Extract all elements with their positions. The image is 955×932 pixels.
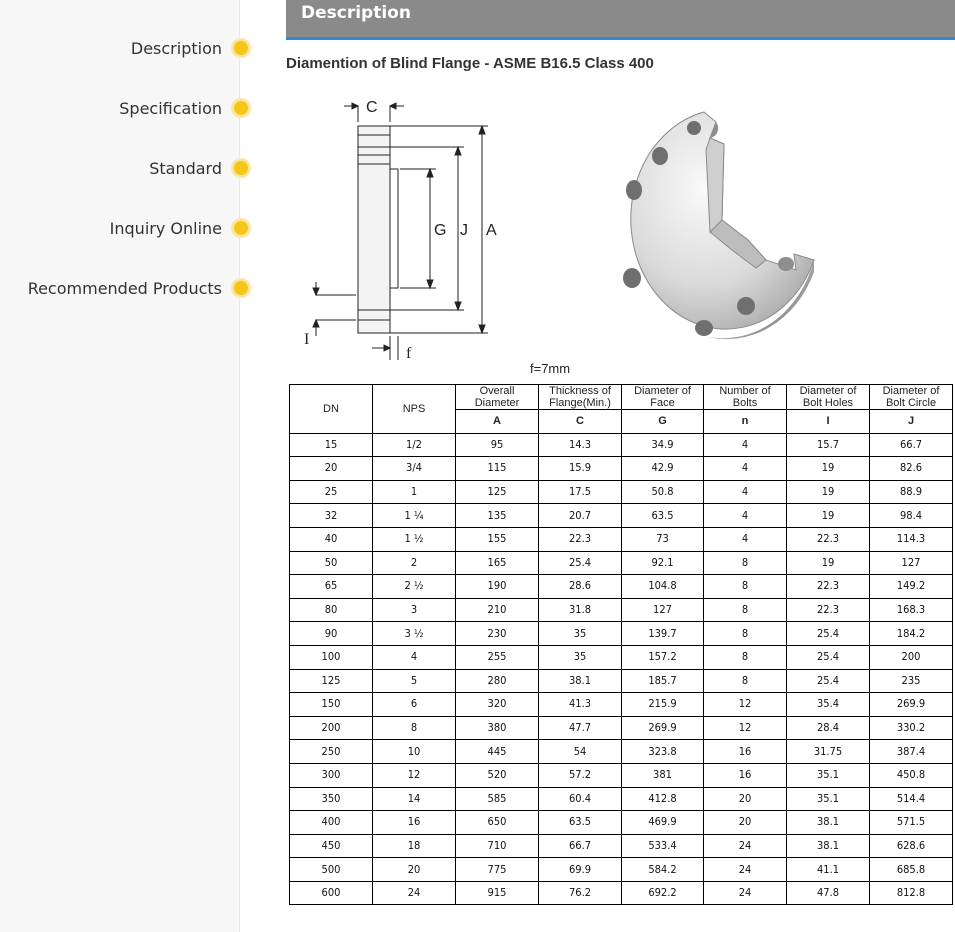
col-code-n: n [704,410,787,434]
table-cell: 165 [456,551,539,575]
table-cell: 31.75 [787,740,870,764]
sidebar-item-standard[interactable] [149,156,248,180]
col-header-bolt-holes [787,385,870,410]
table-cell: 100 [290,645,373,669]
table-cell: 450.8 [870,763,953,787]
table-cell: 50 [290,551,373,575]
table-cell: 22.3 [787,527,870,551]
bullet-dot-icon [234,221,248,235]
table-cell: 28.4 [787,716,870,740]
table-cell: 320 [456,693,539,717]
table-cell: 19 [787,457,870,481]
table-cell: 8 [704,551,787,575]
col-code-c: C [539,410,622,434]
bullet-dot-icon [234,281,248,295]
col-header-line: Diameter of [799,385,857,397]
table-cell: 88.9 [870,480,953,504]
table-row [290,457,953,481]
table-cell: 73 [622,527,704,551]
col-code-a: A [456,410,539,434]
section-title: Description [301,3,411,23]
table-cell: 514.4 [870,787,953,811]
dim-label-g: G [434,222,447,239]
dim-label-c: C [366,99,378,116]
table-cell: 255 [456,645,539,669]
table-cell: 4 [704,504,787,528]
table-cell: 35.4 [787,693,870,717]
table-cell: 269.9 [622,716,704,740]
table-cell: 775 [456,858,539,882]
table-cell: 22.3 [787,575,870,599]
table-cell: 41.3 [539,693,622,717]
table-row [290,787,953,811]
col-header-line: Flange(Min.) [549,397,611,409]
table-cell: 24 [704,858,787,882]
table-cell: 38.1 [539,669,622,693]
col-code-j: J [870,410,953,434]
sidebar-item-label: Recommended Products [27,278,222,298]
table-cell: 139.7 [622,622,704,646]
table-cell: 90 [290,622,373,646]
table-cell: 95 [456,433,539,457]
table-cell: 300 [290,763,373,787]
table-cell: 16 [704,763,787,787]
table-row [290,598,953,622]
dim-label-f: f [406,345,412,362]
col-code-i: I [787,410,870,434]
table-cell: 628.6 [870,834,953,858]
table-cell: 35 [539,622,622,646]
sidebar-item-recommended-products[interactable] [28,276,248,300]
page-subtitle: Diamention of Blind Flange - ASME B16.5 Class 400 [286,55,654,72]
table-cell: 25.4 [787,622,870,646]
table-row [290,480,953,504]
table-cell: 520 [456,763,539,787]
table-cell: 4 [704,527,787,551]
table-cell: 127 [622,598,704,622]
table-cell: 32 [290,504,373,528]
table-cell: 24 [704,834,787,858]
table-cell: 387.4 [870,740,953,764]
table-cell: 31.8 [539,598,622,622]
table-cell: 66.7 [870,433,953,457]
table-cell: 710 [456,834,539,858]
table-cell: 323.8 [622,740,704,764]
col-header-number-bolts [704,385,787,410]
flange-3d-image [623,112,814,339]
table-cell: 60.4 [539,787,622,811]
table-cell: 269.9 [870,693,953,717]
table-cell: 185.7 [622,669,704,693]
table-row [290,645,953,669]
table-cell: 230 [456,622,539,646]
sidebar-item-inquiry-online[interactable] [110,216,248,240]
table-cell: 34.9 [622,433,704,457]
table-cell: 115 [456,457,539,481]
table-row [290,858,953,882]
table-cell: 8 [704,598,787,622]
sidebar-item-description[interactable] [131,36,248,60]
table-cell: 692.2 [622,881,704,905]
table-row [290,622,953,646]
table-cell: 184.2 [870,622,953,646]
table-cell: 250 [290,740,373,764]
table-cell: 190 [456,575,539,599]
table-cell: 20.7 [539,504,622,528]
sidebar-item-label: Standard [149,158,222,178]
table-cell: 47.8 [787,881,870,905]
col-header-line: Bolt Circle [885,397,937,409]
dim-label-a: A [486,222,497,239]
table-cell: 82.6 [870,457,953,481]
table-cell: 15 [290,433,373,457]
table-cell: 22.3 [539,527,622,551]
table-row [290,575,953,599]
table-cell: 15.9 [539,457,622,481]
table-row [290,834,953,858]
table-cell: 65 [290,575,373,599]
table-cell: 8 [704,669,787,693]
table-cell: 20 [373,858,456,882]
table-row [290,551,953,575]
sidebar-item-specification[interactable] [119,96,248,120]
table-cell: 76.2 [539,881,622,905]
table-cell: 63.5 [622,504,704,528]
table-cell: 280 [456,669,539,693]
dim-label-j: J [460,222,468,239]
table-cell: 400 [290,811,373,835]
table-cell: 8 [704,622,787,646]
dim-label-i: I [304,331,310,348]
table-cell: 35.1 [787,763,870,787]
table-row [290,504,953,528]
table-cell: 4 [704,433,787,457]
table-cell: 200 [290,716,373,740]
table-cell: 6 [373,693,456,717]
table-cell: 381 [622,763,704,787]
table-row [290,693,953,717]
table-cell: 2 ½ [373,575,456,599]
table-cell: 19 [787,504,870,528]
table-cell: 600 [290,881,373,905]
table-cell: 585 [456,787,539,811]
col-header-nps: NPS [373,385,456,434]
bullet-dot-icon [234,161,248,175]
table-cell: 533.4 [622,834,704,858]
table-cell: 16 [704,740,787,764]
table-cell: 24 [373,881,456,905]
col-header-line: Diameter of [882,385,940,397]
table-cell: 8 [704,645,787,669]
table-cell: 19 [787,480,870,504]
table-row [290,763,953,787]
table-cell: 350 [290,787,373,811]
table-cell: 155 [456,527,539,551]
table-cell: 38.1 [787,811,870,835]
col-header-line: Bolts [732,397,758,409]
table-cell: 40 [290,527,373,551]
sidebar-item-label: Specification [119,98,222,118]
table-cell: 157.2 [622,645,704,669]
table-cell: 12 [704,693,787,717]
table-cell: 200 [870,645,953,669]
table-cell: 3 [373,598,456,622]
table-cell: 25 [290,480,373,504]
table-cell: 210 [456,598,539,622]
table-cell: 15.7 [787,433,870,457]
table-cell: 20 [704,787,787,811]
col-header-bolt-circle [870,385,953,410]
table-row [290,433,953,457]
table-cell: 69.9 [539,858,622,882]
table-cell: 135 [456,504,539,528]
table-cell: 24 [704,881,787,905]
table-cell: 812.8 [870,881,953,905]
col-header-line: Face [650,397,675,409]
table-cell: 2 [373,551,456,575]
table-cell: 47.7 [539,716,622,740]
table-cell: 92.1 [622,551,704,575]
table-cell: 3 ½ [373,622,456,646]
table-cell: 584.2 [622,858,704,882]
table-cell: 25.4 [787,645,870,669]
table-cell: 38.1 [787,834,870,858]
table-cell: 19 [787,551,870,575]
table-cell: 4 [704,480,787,504]
table-cell: 12 [704,716,787,740]
table-cell: 380 [456,716,539,740]
table-cell: 412.8 [622,787,704,811]
table-cell: 915 [456,881,539,905]
table-cell: 14 [373,787,456,811]
table-cell: 42.9 [622,457,704,481]
table-cell: 650 [456,811,539,835]
table-cell: 450 [290,834,373,858]
table-cell: 445 [456,740,539,764]
col-header-line: Bolt Holes [802,397,854,409]
sidebar-item-label: Description [130,38,222,58]
table-cell: 5 [373,669,456,693]
table-cell: 41.1 [787,858,870,882]
table-cell: 63.5 [539,811,622,835]
col-code-g: G [622,410,704,434]
table-row [290,811,953,835]
table-cell: 12 [373,763,456,787]
table-cell: 80 [290,598,373,622]
table-cell: 330.2 [870,716,953,740]
table-cell: 150 [290,693,373,717]
table-cell: 20 [290,457,373,481]
col-header-line: Thickness of [549,385,611,397]
table-cell: 66.7 [539,834,622,858]
table-cell: 104.8 [622,575,704,599]
table-cell: 10 [373,740,456,764]
table-cell: 114.3 [870,527,953,551]
table-cell: 8 [704,575,787,599]
table-cell: 4 [704,457,787,481]
table-cell: 235 [870,669,953,693]
table-cell: 685.8 [870,858,953,882]
table-cell: 14.3 [539,433,622,457]
table-cell: 168.3 [870,598,953,622]
col-header-line: Overall [479,385,515,397]
table-row [290,527,953,551]
bullet-dot-icon [234,101,248,115]
table-cell: 125 [290,669,373,693]
flange-drawing [286,92,955,382]
table-cell: 22.3 [787,598,870,622]
table-cell: 127 [870,551,953,575]
col-header-overall-diameter [456,385,539,410]
col-header-diameter-face [622,385,704,410]
f-value-note: f=7mm [530,361,571,376]
sidebar-item-label: Inquiry Online [109,218,222,238]
col-header-dn: DN [290,385,373,434]
table-cell: 35.1 [787,787,870,811]
table-cell: 16 [373,811,456,835]
table-cell: 54 [539,740,622,764]
table-cell: 1 ½ [373,527,456,551]
table-cell: 3/4 [373,457,456,481]
table-row [290,669,953,693]
table-cell: 1/2 [373,433,456,457]
dimension-table [289,384,953,905]
table-cell: 57.2 [539,763,622,787]
table-cell: 50.8 [622,480,704,504]
table-row [290,740,953,764]
table-cell: 1 [373,480,456,504]
table-cell: 1 ¼ [373,504,456,528]
table-cell: 571.5 [870,811,953,835]
table-cell: 215.9 [622,693,704,717]
table-cell: 500 [290,858,373,882]
col-header-line: Diameter [474,397,520,409]
table-cell: 25.4 [787,669,870,693]
table-cell: 20 [704,811,787,835]
col-header-line: Number of [719,385,771,397]
col-header-thickness [539,385,622,410]
table-body [290,433,953,905]
sidebar-nav [0,0,240,932]
table-cell: 8 [373,716,456,740]
col-header-line: Diameter of [634,385,691,397]
table-cell: 125 [456,480,539,504]
table-cell: 469.9 [622,811,704,835]
table-cell: 17.5 [539,480,622,504]
bullet-dot-icon [234,41,248,55]
table-row [290,716,953,740]
table-cell: 149.2 [870,575,953,599]
table-cell: 25.4 [539,551,622,575]
table-row [290,881,953,905]
section-header [286,0,955,40]
table-cell: 35 [539,645,622,669]
table-cell: 18 [373,834,456,858]
table-cell: 4 [373,645,456,669]
table-cell: 98.4 [870,504,953,528]
flange-diagram-svg [286,92,955,382]
table-cell: 28.6 [539,575,622,599]
